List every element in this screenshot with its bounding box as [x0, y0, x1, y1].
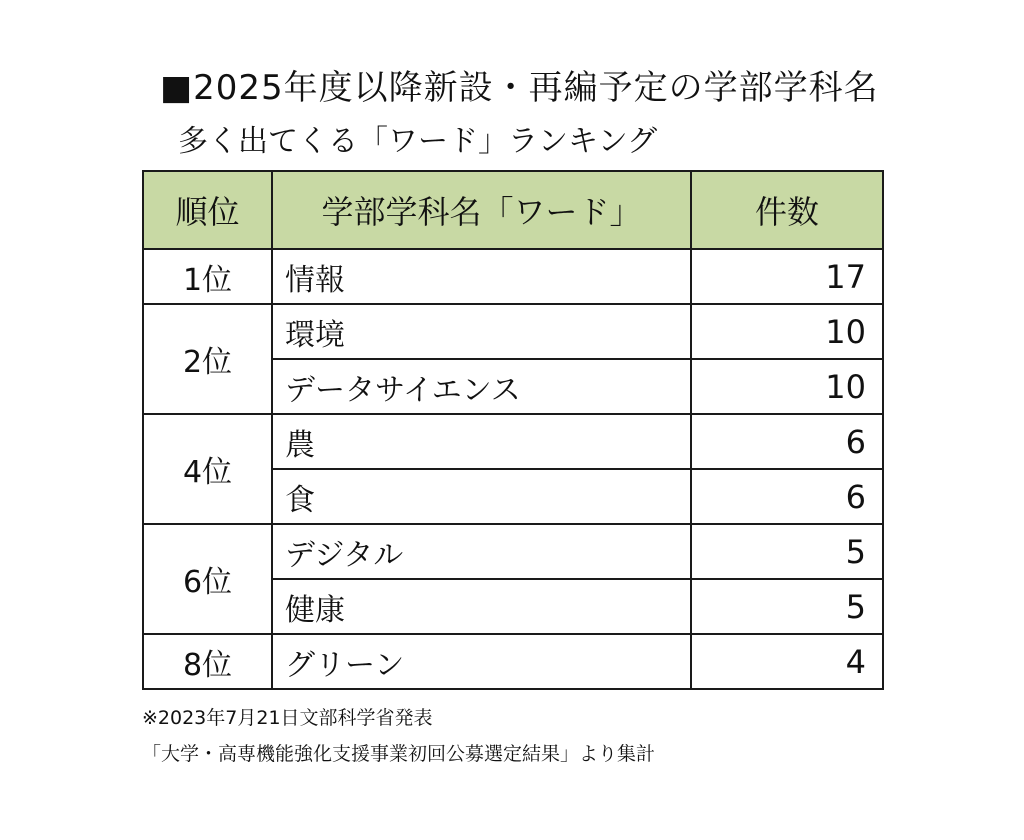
- word-cell: 健康: [272, 579, 691, 634]
- table-row: [143, 524, 883, 579]
- word-cell: 農: [272, 414, 691, 469]
- table-row: [143, 414, 883, 469]
- header-rank: 順位: [143, 171, 272, 249]
- rank-cell: 4位: [143, 414, 272, 524]
- rank-cell: 1位: [143, 249, 272, 304]
- table-row: [143, 634, 883, 689]
- count-cell: 10: [691, 304, 883, 359]
- count-cell: 6: [691, 469, 883, 524]
- count-cell: 17: [691, 249, 883, 304]
- table-row: [143, 304, 883, 359]
- rank-cell: 6位: [143, 524, 272, 634]
- page-title: ■2025年度以降新設・再編予定の学部学科名: [160, 68, 879, 108]
- rank-cell: 2位: [143, 304, 272, 414]
- page-subtitle: 多く出てくる「ワード」ランキング: [178, 124, 658, 159]
- word-cell: 食: [272, 469, 691, 524]
- rank-cell: 8位: [143, 634, 272, 689]
- word-cell: グリーン: [272, 634, 691, 689]
- table-header-row: [143, 171, 883, 249]
- word-cell: 環境: [272, 304, 691, 359]
- count-cell: 5: [691, 579, 883, 634]
- source-note-date: ※2023年7月21日文部科学省発表: [142, 707, 433, 729]
- source-note-title: 「大学・高専機能強化支援事業初回公募選定結果」より集計: [142, 743, 656, 765]
- word-cell: 情報: [272, 249, 691, 304]
- header-count: 件数: [691, 171, 883, 249]
- header-word: 学部学科名「ワード」: [272, 171, 691, 249]
- table-row: [143, 249, 883, 304]
- word-cell: デジタル: [272, 524, 691, 579]
- count-cell: 5: [691, 524, 883, 579]
- count-cell: 10: [691, 359, 883, 414]
- count-cell: 4: [691, 634, 883, 689]
- word-cell: データサイエンス: [272, 359, 691, 414]
- ranking-table: [142, 170, 884, 690]
- count-cell: 6: [691, 414, 883, 469]
